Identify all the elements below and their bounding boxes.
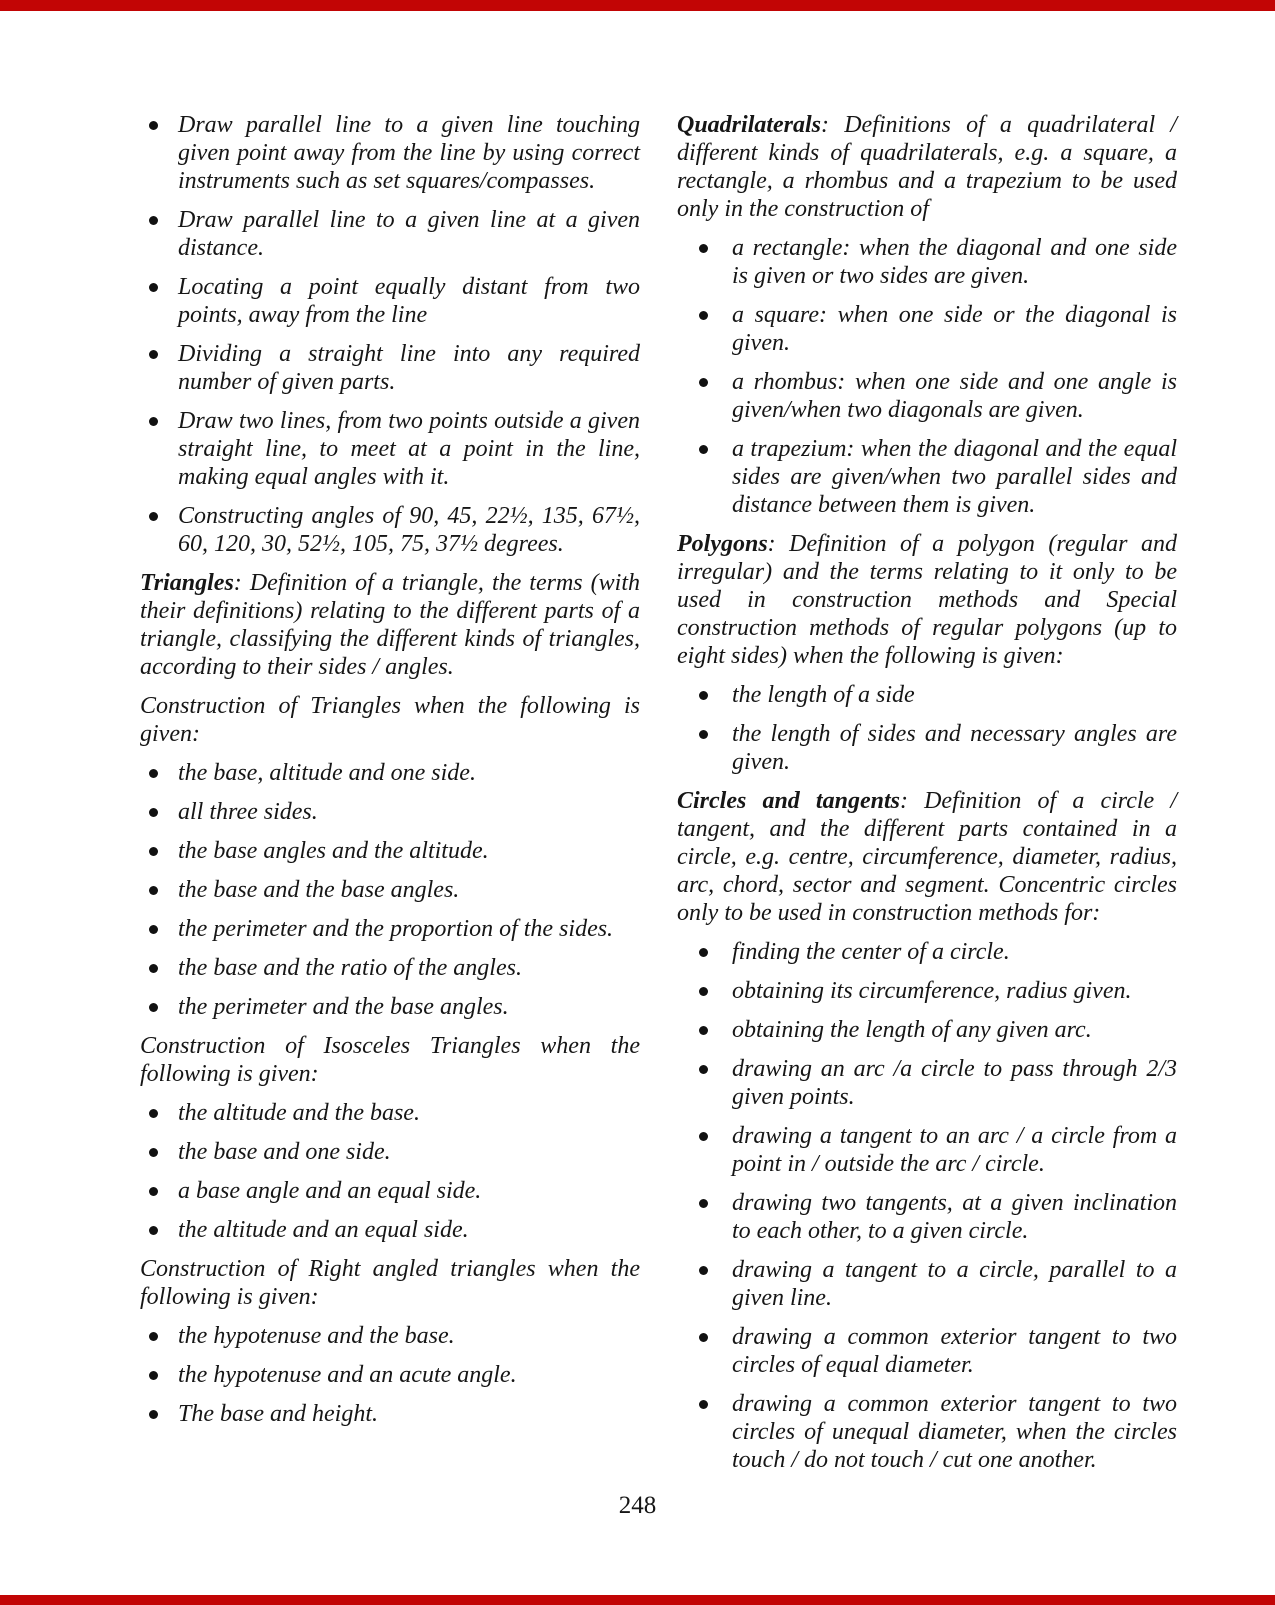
- bullet-dot-icon: [699, 987, 708, 996]
- bullet-dot-icon: [699, 1065, 708, 1074]
- bullet-item: [140, 1216, 640, 1244]
- paragraph-text: : Definitions of a quadrilateral / different kinds of quadrilaterals, e.g. a square, a rectangle, a rhombus and a trapezium to be used only in the construction of: [677, 112, 1177, 222]
- paragraph-text: Construction of Triangles when the following is given:: [140, 693, 640, 747]
- bullet-dot-icon: [699, 730, 708, 739]
- bullet-text: the length of sides and necessary angles are given.: [732, 721, 1177, 775]
- bullet-text: a rectangle: when the diagonal and one side is given or two sides are given.: [732, 235, 1177, 289]
- bullet-dot-icon: [699, 948, 708, 957]
- bullet-dot-icon: [149, 1148, 158, 1157]
- bullet-dot-icon: [699, 1333, 708, 1342]
- bullet-dot-icon: [149, 1332, 158, 1341]
- bullet-dot-icon: [149, 417, 158, 426]
- bullet-item: [677, 301, 1177, 357]
- bullet-text: a rhombus: when one side and one angle is given/when two diagonals are given.: [732, 369, 1177, 423]
- bullet-item: [677, 234, 1177, 290]
- bullet-item: [677, 1055, 1177, 1111]
- top-red-bar: [0, 0, 1275, 11]
- right-column: [677, 111, 1177, 1485]
- page-number: 248: [618, 1492, 657, 1519]
- bullet-text: The base and height.: [178, 1401, 378, 1427]
- bullet-dot-icon: [149, 1187, 158, 1196]
- bullet-dot-icon: [149, 1109, 158, 1118]
- paragraph: [140, 1255, 640, 1311]
- bullet-text: the base and the base angles.: [178, 877, 460, 903]
- bullet-text: a base angle and an equal side.: [178, 1178, 482, 1204]
- bullet-item: [677, 977, 1177, 1005]
- section-heading: Polygons: [677, 531, 768, 557]
- paragraph-text: Construction of Isosceles Triangles when the following is given:: [140, 1033, 640, 1087]
- bullet-item: [140, 1138, 640, 1166]
- bullet-item: [140, 1400, 640, 1428]
- bullet-dot-icon: [149, 847, 158, 856]
- bullet-item: [677, 1390, 1177, 1474]
- bullet-item: [140, 915, 640, 943]
- bullet-dot-icon: [149, 769, 158, 778]
- bullet-item: [677, 1122, 1177, 1178]
- section-heading: Triangles: [140, 570, 234, 596]
- bullet-item: [677, 1189, 1177, 1245]
- bullet-text: the length of a side: [732, 682, 915, 708]
- bullet-item: [677, 720, 1177, 776]
- bullet-item: [140, 502, 640, 558]
- bullet-item: [677, 938, 1177, 966]
- bullet-item: [677, 368, 1177, 424]
- bullet-text: a square: when one side or the diagonal is given.: [732, 302, 1177, 356]
- bullet-item: [677, 1016, 1177, 1044]
- bullet-text: drawing a tangent to a circle, parallel to a given line.: [732, 1257, 1177, 1311]
- bullet-dot-icon: [699, 1132, 708, 1141]
- paragraph: [140, 569, 640, 681]
- bullet-text: Draw parallel line to a given line touching given point away from the line by using correct instruments such as set squares/compasses.: [178, 112, 640, 194]
- bullet-text: the perimeter and the base angles.: [178, 994, 509, 1020]
- bullet-dot-icon: [149, 886, 158, 895]
- bullet-item: [140, 954, 640, 982]
- bullet-item: [140, 1322, 640, 1350]
- paragraph: [677, 111, 1177, 223]
- bullet-dot-icon: [149, 283, 158, 292]
- bullet-item: [140, 759, 640, 787]
- bullet-text: drawing two tangents, at a given inclination to each other, to a given circle.: [732, 1190, 1177, 1244]
- bullet-dot-icon: [699, 691, 708, 700]
- bullet-dot-icon: [149, 1003, 158, 1012]
- bullet-dot-icon: [149, 216, 158, 225]
- bullet-dot-icon: [149, 121, 158, 130]
- bullet-text: obtaining its circumference, radius given.: [732, 978, 1132, 1004]
- bullet-item: [140, 837, 640, 865]
- section-heading: Quadrilaterals: [677, 112, 822, 138]
- bullet-text: Draw parallel line to a given line at a given distance.: [178, 207, 640, 261]
- bullet-text: the altitude and an equal side.: [178, 1217, 469, 1243]
- bullet-text: the altitude and the base.: [178, 1100, 420, 1126]
- bullet-item: [140, 1177, 640, 1205]
- bullet-dot-icon: [699, 1266, 708, 1275]
- bottom-red-bar: [0, 1595, 1275, 1605]
- bullet-dot-icon: [149, 925, 158, 934]
- bullet-dot-icon: [149, 808, 158, 817]
- bullet-dot-icon: [149, 964, 158, 973]
- bullet-item: [140, 1361, 640, 1389]
- bullet-item: [677, 681, 1177, 709]
- bullet-item: [140, 340, 640, 396]
- bullet-item: [140, 1099, 640, 1127]
- bullet-item: [140, 876, 640, 904]
- paragraph: [677, 787, 1177, 927]
- bullet-item: [140, 111, 640, 195]
- bullet-dot-icon: [699, 378, 708, 387]
- bullet-item: [677, 1323, 1177, 1379]
- paragraph-text: Construction of Right angled triangles when the following is given:: [140, 1256, 640, 1310]
- left-column: [140, 111, 640, 1485]
- bullet-text: the perimeter and the proportion of the sides.: [178, 916, 614, 942]
- bullet-text: the hypotenuse and an acute angle.: [178, 1362, 517, 1388]
- bullet-text: Draw two lines, from two points outside a given straight line, to meet at a point in the line, making equal angles with it.: [178, 408, 640, 490]
- bullet-item: [140, 798, 640, 826]
- paragraph: [140, 1032, 640, 1088]
- bullet-text: Locating a point equally distant from two points, away from the line: [178, 274, 640, 328]
- bullet-text: obtaining the length of any given arc.: [732, 1017, 1092, 1043]
- section-heading: Circles and tangents: [677, 788, 900, 814]
- paragraph: [140, 692, 640, 748]
- bullet-dot-icon: [149, 350, 158, 359]
- bullet-text: Dividing a straight line into any required number of given parts.: [178, 341, 640, 395]
- bullet-dot-icon: [149, 1410, 158, 1419]
- bullet-item: [140, 407, 640, 491]
- paragraph-text: : Definition of a circle / tangent, and the different parts contained in a circle, e.g. centre, circumference, diameter, radius, arc, chord, sector and segment. Concentric circles only to be used in construction methods for:: [677, 788, 1177, 926]
- bullet-text: Constructing angles of 90, 45, 22½, 135, 67½, 60, 120, 30, 52½, 105, 75, 37½ degrees.: [178, 503, 640, 557]
- bullet-text: the hypotenuse and the base.: [178, 1323, 455, 1349]
- bullet-text: finding the center of a circle.: [732, 939, 1010, 965]
- paragraph-text: : Definition of a polygon (regular and irregular) and the terms relating to it only to be used in construction methods and Special construction methods of regular polygons (up to eight sides) when the following is given:: [677, 531, 1177, 669]
- page-content: [140, 111, 1177, 1485]
- bullet-item: [140, 273, 640, 329]
- bullet-text: drawing a tangent to an arc / a circle from a point in / outside the arc / circle.: [732, 1123, 1177, 1177]
- bullet-text: the base and the ratio of the angles.: [178, 955, 522, 981]
- bullet-dot-icon: [699, 244, 708, 253]
- bullet-dot-icon: [699, 1026, 708, 1035]
- bullet-text: the base and one side.: [178, 1139, 391, 1165]
- bullet-item: [140, 993, 640, 1021]
- bullet-dot-icon: [699, 1199, 708, 1208]
- paragraph: [677, 530, 1177, 670]
- bullet-text: the base, altitude and one side.: [178, 760, 476, 786]
- paragraph-text: : Definition of a triangle, the terms (with their definitions) relating to the different parts of a triangle, classifying the different kinds of triangles, according to their sides / angles.: [140, 570, 640, 680]
- bullet-text: drawing a common exterior tangent to two circles of equal diameter.: [732, 1324, 1177, 1378]
- bullet-text: a trapezium: when the diagonal and the equal sides are given/when two parallel sides and distance between them is given.: [732, 436, 1177, 518]
- bullet-dot-icon: [699, 311, 708, 320]
- bullet-dot-icon: [699, 445, 708, 454]
- bullet-item: [677, 435, 1177, 519]
- bullet-dot-icon: [149, 1371, 158, 1380]
- bullet-dot-icon: [149, 1226, 158, 1235]
- bullet-item: [140, 206, 640, 262]
- bullet-dot-icon: [149, 512, 158, 521]
- bullet-item: [677, 1256, 1177, 1312]
- bullet-text: drawing an arc /a circle to pass through 2/3 given points.: [732, 1056, 1177, 1110]
- bullet-dot-icon: [699, 1400, 708, 1409]
- bullet-text: all three sides.: [178, 799, 318, 825]
- bullet-text: the base angles and the altitude.: [178, 838, 489, 864]
- bullet-text: drawing a common exterior tangent to two circles of unequal diameter, when the circles touch / do not touch / cut one another.: [732, 1391, 1177, 1473]
